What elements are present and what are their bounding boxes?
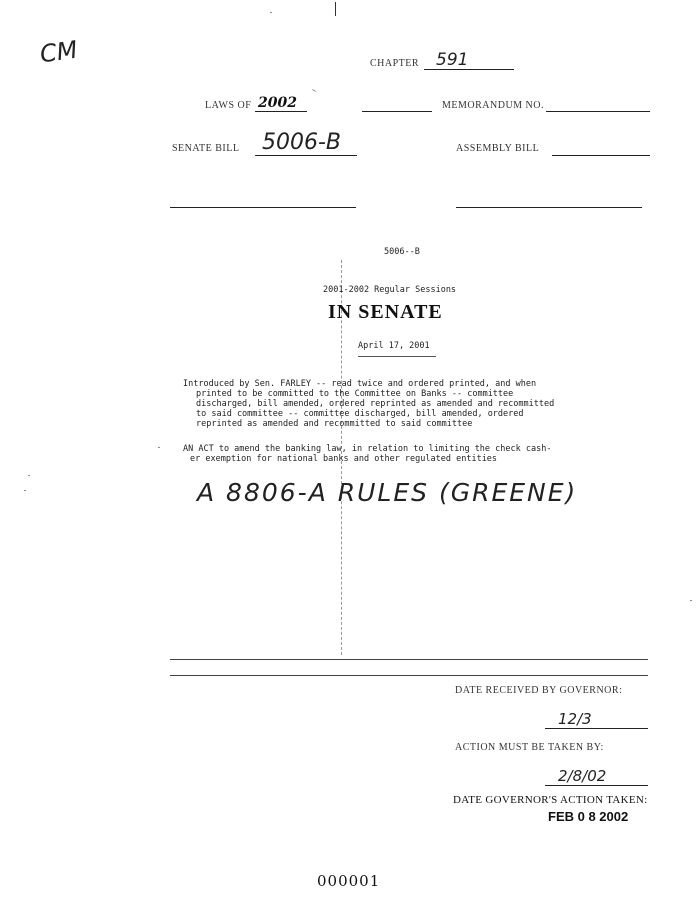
page-number: 000001 (317, 872, 381, 890)
blank-line-right (456, 207, 642, 208)
bill-number: 5006--B (384, 247, 420, 257)
top-mark (335, 2, 336, 16)
scan-speck (24, 490, 26, 491)
blank-line (362, 111, 432, 112)
separator-bottom (170, 675, 648, 676)
act-line-1: AN ACT to amend the banking law, in relation to limiting the check cash- (183, 444, 552, 454)
senate-bill-label: SENATE BILL (172, 143, 240, 154)
chapter-label: CHAPTER (370, 58, 420, 69)
action-due-underline (545, 785, 648, 786)
received-label: DATE RECEIVED BY GOVERNOR: (455, 685, 623, 696)
action-taken-label: DATE GOVERNOR'S ACTION TAKEN: (453, 794, 648, 806)
action-due-label: ACTION MUST BE TAKEN BY: (455, 742, 604, 753)
scan-speck (158, 447, 160, 448)
intro-line-2: printed to be committed to the Committee on Banks -- committee (196, 389, 514, 399)
memorandum-label: MEMORANDUM NO. (442, 100, 545, 111)
chapter-value: 591 (436, 50, 469, 70)
chapter-underline (424, 69, 514, 70)
intro-line-1: Introduced by Sen. FARLEY -- read twice and ordered printed, and when (183, 379, 537, 389)
handwritten-annotation: A 8806-A RULES (GREENE) (197, 478, 578, 507)
received-underline (545, 728, 648, 729)
senate-bill-value: 5006-B (262, 130, 342, 155)
act-line-2: er exemption for national banks and other regulated entities (190, 454, 498, 464)
scan-speck (312, 89, 316, 92)
laws-of-value: 2002 (258, 95, 297, 111)
senate-bill-underline (255, 155, 357, 156)
bill-session: 2001-2002 Regular Sessions (323, 285, 457, 295)
intro-line-5: reprinted as amended and recommitted to said committee (196, 419, 473, 429)
laws-of-underline (255, 111, 307, 112)
received-value: 12/3 (558, 710, 592, 728)
intro-line-4: to said committee -- committee discharged, bill amended, ordered (196, 409, 524, 419)
bill-date: April 17, 2001 (358, 341, 430, 351)
memorandum-underline (546, 111, 650, 112)
separator-top (170, 659, 648, 660)
intro-line-3: discharged, bill amended, ordered reprinted as amended and recommitted (196, 399, 555, 409)
action-due-value: 2/8/02 (558, 767, 607, 785)
action-taken-value: FEB 0 8 2002 (548, 809, 629, 824)
laws-of-label: LAWS OF (205, 100, 252, 111)
scan-speck (690, 600, 692, 601)
assembly-bill-underline (552, 155, 650, 156)
bill-house: IN SENATE (328, 301, 443, 323)
scan-speck (270, 12, 272, 13)
blank-line-left (170, 207, 356, 208)
date-underline (358, 356, 436, 357)
scan-speck (28, 475, 30, 476)
handwritten-initials: CM (38, 35, 80, 69)
assembly-bill-label: ASSEMBLY BILL (456, 143, 540, 154)
